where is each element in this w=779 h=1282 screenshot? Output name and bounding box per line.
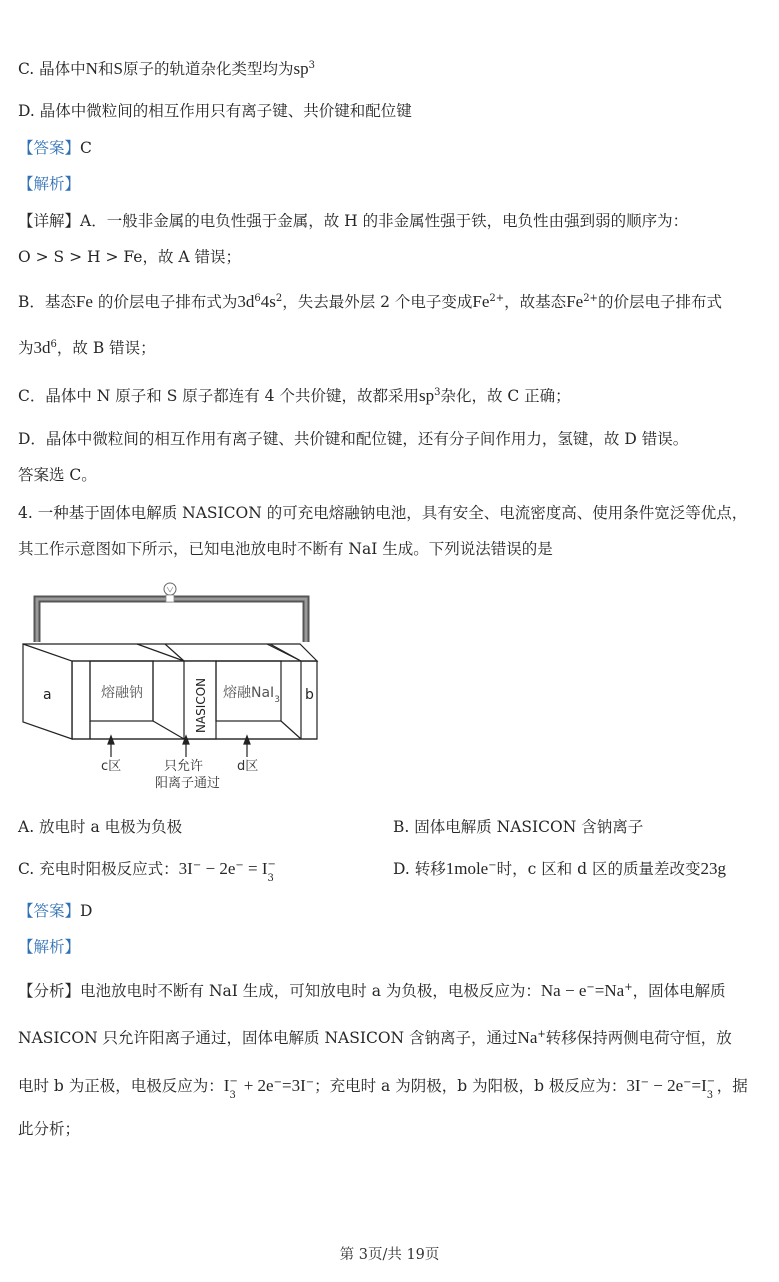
right-chamber-label: 熔融NaI$_3$ (223, 685, 280, 705)
text: ，固体电解质 (632, 982, 726, 1000)
detail-d: D．晶体中微粒间的相互作用有离子键、共价键和配位键，还有分子间作用力，氢键，故 D 错误。 (18, 430, 689, 448)
text: ，故 B 错误； (56, 339, 156, 357)
value: 23g (700, 859, 727, 878)
element-fe: Fe (75, 292, 93, 311)
text: ，故 A 错误； (142, 248, 242, 266)
separator-note-1: 只允许 (164, 759, 204, 774)
text: 为 (18, 339, 34, 357)
superscript: − (586, 981, 595, 993)
text: ，据 (716, 1077, 748, 1095)
q4-option-b: B. 固体电解质 NASICON 含钠离子 (393, 818, 644, 836)
sub-superscript: − 3 (706, 1076, 716, 1101)
superscript: 6 (254, 292, 261, 304)
formula: 1mole (445, 859, 489, 878)
text: 时，c 区和 d 区的质量差改变 (496, 860, 701, 878)
text: D. 转移 (393, 860, 446, 878)
text: 杂化，故 C 正确； (440, 387, 571, 405)
answer-tag: 【答案】 (18, 902, 81, 920)
formula: 3I (626, 1076, 641, 1095)
formula: + 2e (239, 1076, 274, 1095)
formula: − 2e (648, 1076, 684, 1095)
text: 的价层电子排布式为 (92, 293, 238, 311)
text: ；充电时 a 为阴极，b 为阳极，b 极反应为： (314, 1077, 627, 1095)
q4-analysis-tag: 【解析】 (18, 938, 81, 956)
superscript: 2+ (489, 292, 505, 304)
c-zone-label: c区 (101, 759, 122, 774)
answer-tag: 【答案】 (18, 139, 81, 157)
superscript: 3 (434, 386, 441, 398)
text: C. 晶体中 (18, 60, 86, 78)
superscript: 3 (308, 59, 315, 71)
text: 和 (97, 60, 114, 78)
sub-superscript: − 3 (229, 1076, 238, 1101)
nasicon-label: NASICON (194, 677, 208, 733)
formula: I (223, 1076, 230, 1095)
answer-value: C (80, 139, 92, 157)
ion-fe: Fe (472, 292, 490, 311)
text: 的价层电子排布式 (597, 293, 722, 311)
text: ，失去最外层 2 个电子变成 (282, 293, 473, 311)
superscript: 2+ (583, 292, 598, 304)
fenxi-line4: 此分析； (18, 1120, 81, 1138)
text: ，故基态 (504, 293, 567, 311)
prev-option-d: D. 晶体中微粒间的相互作用只有离子键、共价键和配位键 (18, 102, 412, 120)
q4-stem-line2: 其工作示意图如下所示，已知电池放电时不断有 NaI 生成。下列说法错误的是 (18, 540, 553, 558)
light-bulb-icon (164, 583, 176, 602)
q4-option-d (393, 858, 726, 880)
text: 电池放电时不断有 NaI 生成，可知放电时 a 为负极，电极反应为： (80, 982, 541, 1000)
text: A．一般非金属的电负性强于金属，故 H 的非金属性强于铁，电负性由强到弱的顺序为： (80, 212, 689, 230)
battery-diagram (15, 577, 335, 797)
superscript: − (235, 859, 244, 871)
config: 4s (260, 292, 276, 311)
ion-fe: Fe (566, 292, 584, 311)
detail-b-line2 (18, 337, 156, 359)
config: 3d (33, 338, 51, 357)
config: 3d (237, 292, 255, 311)
fenxi-line2 (18, 1027, 732, 1049)
superscript: − (192, 859, 202, 871)
superscript: 2 (275, 292, 283, 304)
text: B．基态 (18, 293, 76, 311)
fenxi-tag: 【分析】 (18, 982, 81, 1000)
superscript: + (537, 1028, 546, 1040)
fenxi-line1 (18, 980, 726, 1002)
superscript: − (488, 859, 497, 871)
formula: =Na (594, 981, 625, 1000)
text: 电时 b 为正极，电极反应为： (18, 1077, 224, 1095)
electrode-a-label: a (43, 687, 52, 703)
detail-a-order (18, 246, 241, 268)
text: NASICON 只允许阳离子通过，固体电解质 NASICON 含钠离子，通过 (18, 1029, 518, 1047)
superscript: 6 (50, 338, 57, 350)
prev-analysis-tag: 【解析】 (18, 175, 81, 193)
q4-stem-line1: 4. 一种基于固体电解质 NASICON 的可充电熔融钠电池，具有安全、电流密度高、使用条件宽泛等优点， (18, 504, 748, 522)
superscript: − (683, 1076, 692, 1088)
superscript: − (640, 1076, 649, 1088)
answer-value: D (80, 902, 93, 920)
separator-note-2: 阳离子通过 (155, 776, 221, 791)
formula: − 2e (201, 859, 236, 878)
formula: = I (243, 859, 268, 878)
text: 转移保持两侧电荷守恒，放 (545, 1029, 732, 1047)
element-s: S (113, 59, 123, 78)
text: C．晶体中 N 原子和 S 原子都连有 4 个共价键，故都采用 (18, 387, 419, 405)
prev-option-c (18, 58, 315, 80)
ion-na: Na (517, 1028, 538, 1047)
left-chamber-label: 熔融钠 (101, 685, 143, 701)
d-zone-label: d区 (237, 759, 259, 774)
formula: =3I (281, 1076, 306, 1095)
element-n: N (85, 59, 98, 78)
detail-b-line1 (18, 291, 722, 313)
formula: =I (691, 1076, 707, 1095)
detail-tag: 【详解】 (18, 212, 81, 230)
circuit-wire (37, 599, 306, 642)
detail-c (18, 385, 571, 407)
superscript: − (273, 1076, 282, 1088)
formula: 3I (178, 859, 193, 878)
fenxi-line3 (18, 1075, 748, 1101)
sub-superscript: − 3 (267, 859, 276, 884)
hybrid-sp: sp (293, 59, 309, 78)
page-footer: 第 3页/共 19页 (339, 1247, 440, 1263)
superscript: + (624, 981, 633, 993)
hybrid-sp: sp (418, 386, 435, 405)
q4-option-c (18, 858, 278, 884)
conclusion: 答案选 C。 (18, 466, 97, 484)
electrode-b-label: b (305, 687, 314, 703)
electronegativity-order: O > S > H > Fe (18, 248, 143, 266)
q4-answer (18, 900, 92, 922)
prev-answer (18, 137, 92, 159)
formula: Na − e (540, 981, 587, 1000)
q4-option-a: A. 放电时 a 电极为负极 (18, 818, 183, 836)
detail-a (18, 210, 688, 232)
superscript: − (305, 1076, 315, 1088)
text: 原子的轨道杂化类型均为 (122, 60, 294, 78)
text: C. 充电时阳极反应式： (18, 860, 179, 878)
